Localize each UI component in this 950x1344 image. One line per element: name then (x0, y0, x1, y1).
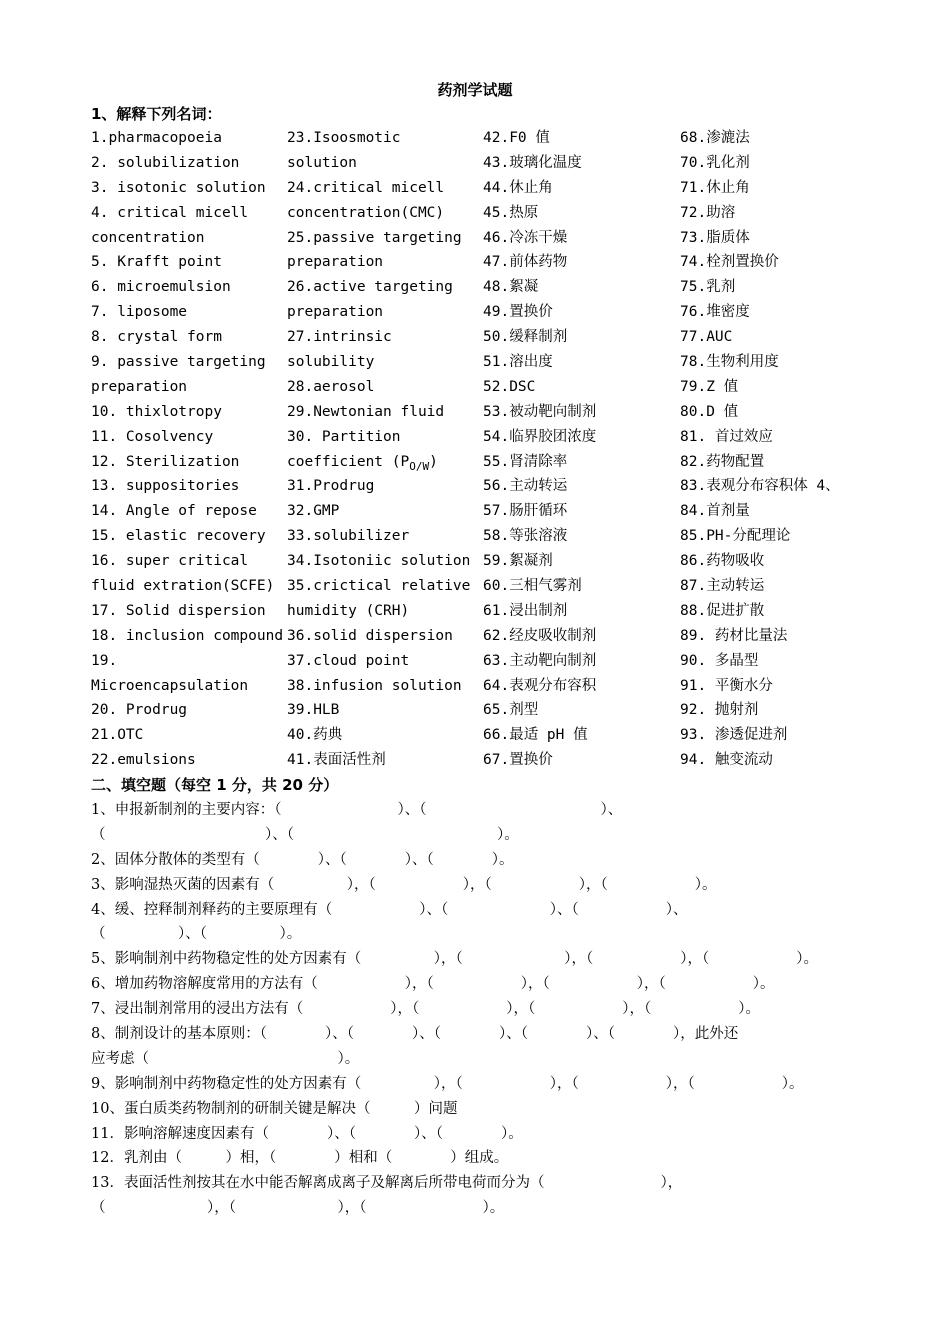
term-col4-row: 88.促进扩散 (680, 602, 765, 619)
term-col1-row: 11. Cosolvency (91, 428, 214, 445)
term-col3-row: 59.絮凝剂 (483, 553, 553, 570)
term-col2-row: 41.表面活性剂 (287, 752, 386, 769)
question-line: 6、增加药物溶解度常用的方法有（ ），（ ），（ ），（ ）。 (91, 976, 775, 993)
term-col3-row: 54.临界胶团浓度 (483, 428, 597, 445)
term-col2-row: 40.药典 (287, 727, 343, 744)
term-column-3 (483, 126, 663, 773)
question-line: 1、申报新制剂的主要内容：（ ）、（ ）、 (91, 802, 623, 818)
term-col4-row: 92. 抛射剂 (680, 702, 759, 719)
term-col3-row: 63.主动靶向制剂 (483, 652, 597, 669)
term-col4-row: 76.堆密度 (680, 304, 750, 321)
term-col2-row: 28.aerosol (287, 378, 375, 395)
term-col1-row: 9. passive targeting (91, 354, 266, 371)
question-line: 9、影响制剂中药物稳定性的处方因素有（ ），（ ），（ ），（ ）。 (91, 1075, 804, 1092)
term-col1-row: concentration (91, 229, 205, 246)
term-col2-row: 34.Isotoniic solution (287, 553, 471, 570)
question-line: （ ），（ ），（ ）。 (91, 1200, 505, 1217)
fill-in-blank-questions (91, 798, 861, 1221)
term-col4-row: 73.脂质体 (680, 229, 750, 246)
term-col2-row: humidity (CRH) (287, 602, 410, 619)
term-col3-row: 56.主动转运 (483, 478, 568, 495)
question-line: 2、固体分散体的类型有（ ）、（ ）、（ ）。 (91, 851, 514, 868)
term-col1-row: 18. inclusion compound (91, 627, 284, 644)
term-col3-row: 48.絮凝 (483, 279, 539, 296)
term-col1-row: 2. solubilization (91, 154, 240, 171)
term-col4-row: 72.助溶 (680, 204, 736, 221)
term-col1-row: 5. Krafft point (91, 254, 222, 271)
term-col1-row: 17. Solid dispersion (91, 602, 266, 619)
term-col4-row: 82.药物配置 (680, 453, 765, 470)
term-col2-row: 31.Prodrug (287, 478, 375, 495)
question-line: 11．影响溶解速度因素有（ ）、（ ）、（ ）。 (91, 1125, 523, 1142)
term-col3-row: 45.热原 (483, 204, 539, 221)
term-col3-row: 61.浸出制剂 (483, 602, 568, 619)
term-col4-row: 68.渗漉法 (680, 130, 750, 146)
term-col3-row: 66.最适 pH 值 (483, 727, 588, 744)
term-col1-row: 15. elastic recovery (91, 528, 266, 545)
term-col3-row: 65.剂型 (483, 702, 539, 719)
question-line: 5、影响制剂中药物稳定性的处方因素有（ ），（ ），（ ），（ ）。 (91, 951, 818, 968)
term-column-2 (287, 126, 471, 773)
term-col3-row: 60.三相气雾剂 (483, 578, 582, 595)
term-col3-row: 53.被动靶向制剂 (483, 403, 597, 420)
term-col4-row: 86.药物吸收 (680, 553, 765, 570)
term-col1-row: 13. suppositories (91, 478, 240, 495)
term-col2-row: 26.active targeting (287, 279, 453, 296)
term-col4-row: 81. 首过效应 (680, 428, 773, 445)
term-col3-row: 44.休止角 (483, 179, 553, 196)
term-col1-row: 7. liposome (91, 304, 188, 321)
question-line: （ ）、（ ）。 (91, 826, 519, 843)
term-col3-row: 46.冷冻干燥 (483, 229, 568, 246)
term-column-4 (680, 126, 870, 773)
term-col4-row: 94. 触变流动 (680, 752, 773, 769)
question-line: 12．乳剂由（ ）相，（ ）相和（ ）组成。 (91, 1150, 509, 1167)
term-col3-row: 64.表观分布容积 (483, 677, 597, 694)
question-line: 7、浸出制剂常用的浸出方法有（ ），（ ），（ ），（ ）。 (91, 1001, 760, 1018)
term-col1-row: 4. critical micell (91, 204, 249, 221)
question-line: （ ）、（ ）。 (91, 926, 302, 943)
term-col1-row: preparation (91, 378, 188, 395)
term-col4-row: 83.表观分布容积体 4、 (680, 478, 840, 495)
term-col3-row: 57.肠肝循环 (483, 503, 568, 520)
term-col1-row: fluid extration(SCFE) (91, 578, 275, 595)
term-col4-row: 80.D 值 (680, 403, 739, 420)
term-col1-row: 20. Prodrug (91, 702, 188, 719)
term-col2-row: 38.infusion solution (287, 677, 462, 694)
term-col4-row: 93. 渗透促进剂 (680, 727, 788, 744)
term-col2-row: solution (287, 154, 357, 171)
term-col2-row: 35.crictical relative (287, 578, 471, 595)
term-col1-row: 12. Sterilization (91, 453, 240, 470)
term-col4-row: 90. 多晶型 (680, 652, 759, 669)
term-col1-row: 19. (91, 652, 118, 669)
term-col4-row: 78.生物利用度 (680, 354, 779, 371)
term-col3-row: 42.F0 值 (483, 130, 550, 146)
question-line: 10、蛋白质类药物制剂的研制关键是解决（ ）问题 (91, 1100, 458, 1117)
question-line: 应考虑（ ）。 (91, 1050, 360, 1067)
term-col2-row: 30. Partition (287, 428, 401, 445)
term-col4-row: 79.Z 值 (680, 378, 739, 395)
term-col2-row: 37.cloud point (287, 652, 410, 669)
term-col1-row: 8. crystal form (91, 329, 222, 346)
term-col2-row: concentration(CMC) (287, 204, 445, 221)
term-col4-row: 87.主动转运 (680, 578, 765, 595)
term-col4-row: 77.AUC (680, 329, 733, 346)
term-col1-row: 22.emulsions (91, 752, 196, 769)
term-col2-row: 36.solid dispersion (287, 627, 453, 644)
term-col4-row: 75.乳剂 (680, 279, 736, 296)
term-col4-row: 91. 平衡水分 (680, 677, 773, 694)
term-col3-row: 67.置换价 (483, 752, 553, 769)
term-col2-row: preparation (287, 254, 384, 271)
term-col2-row: 27.intrinsic (287, 329, 392, 346)
term-col3-row: 62.经皮吸收制剂 (483, 627, 597, 644)
term-col1-row: 14. Angle of repose (91, 503, 257, 520)
term-col2-row: 39.HLB (287, 702, 340, 719)
term-col2-row: preparation (287, 304, 384, 321)
term-col1-row: Microencapsulation (91, 677, 249, 694)
term-col3-row: 52.DSC (483, 378, 536, 395)
term-col2-row: 23.Isoosmotic (287, 130, 401, 146)
term-column-1 (91, 126, 284, 773)
section-2-heading: 二、填空题（每空 1 分，共 20 分） (91, 776, 339, 794)
term-col3-row: 58.等张溶液 (483, 528, 568, 545)
term-col2-row: 29.Newtonian fluid (287, 403, 445, 420)
term-col3-row: 51.溶出度 (483, 354, 553, 371)
term-col1-row: 1.pharmacopoeia (91, 130, 222, 146)
term-col4-row: 89. 药材比量法 (680, 627, 788, 644)
question-line: 3、影响湿热灭菌的因素有（ ），（ ），（ ），（ ）。 (91, 876, 717, 893)
term-col4-row: 85.PH-分配理论 (680, 528, 791, 545)
term-col3-row: 50.缓释制剂 (483, 329, 568, 346)
page-title: 药剂学试题 (437, 81, 513, 99)
term-col4-row: 70.乳化剂 (680, 154, 750, 171)
term-col2-row: 24.critical micell (287, 179, 445, 196)
term-col3-row: 43.玻璃化温度 (483, 154, 582, 171)
term-col2-row: coefficient $(P_{O/W})$ (287, 453, 438, 473)
term-col1-row: 21.OTC (91, 727, 144, 744)
term-col1-row: 10. thixlotropy (91, 403, 222, 420)
term-col2-row: 33.solubilizer (287, 528, 410, 545)
term-col1-row: 6. microemulsion (91, 279, 231, 296)
term-col1-row: 16. super critical (91, 553, 249, 570)
question-line: 13．表面活性剂按其在水中能否解离成离子及解离后所带电荷而分为（ ）， (91, 1175, 683, 1192)
term-col2-row: 25.passive targeting (287, 229, 462, 246)
term-col4-row: 71.休止角 (680, 179, 750, 196)
question-line: 4、缓、控释制剂释药的主要原理有（ ）、（ ）、（ ）、 (91, 901, 688, 918)
partition-subscript: O/W (409, 459, 430, 473)
term-col4-row: 74.栓剂置换价 (680, 254, 779, 271)
term-col4-row: 84.首剂量 (680, 503, 750, 520)
term-col3-row: 49.置换价 (483, 304, 553, 321)
term-col2-row: solubility (287, 354, 375, 371)
term-col3-row: 47.前体药物 (483, 254, 568, 271)
question-line: 8、制剂设计的基本原则：（ ）、（ ）、（ ）、（ ）、（ ），此外还 (91, 1026, 739, 1043)
term-col1-row: 3. isotonic solution (91, 179, 266, 196)
section-1-heading: 1、解释下列名词： (91, 105, 222, 123)
term-col3-row: 55.肾清除率 (483, 453, 568, 470)
term-col2-row: 32.GMP (287, 503, 340, 520)
